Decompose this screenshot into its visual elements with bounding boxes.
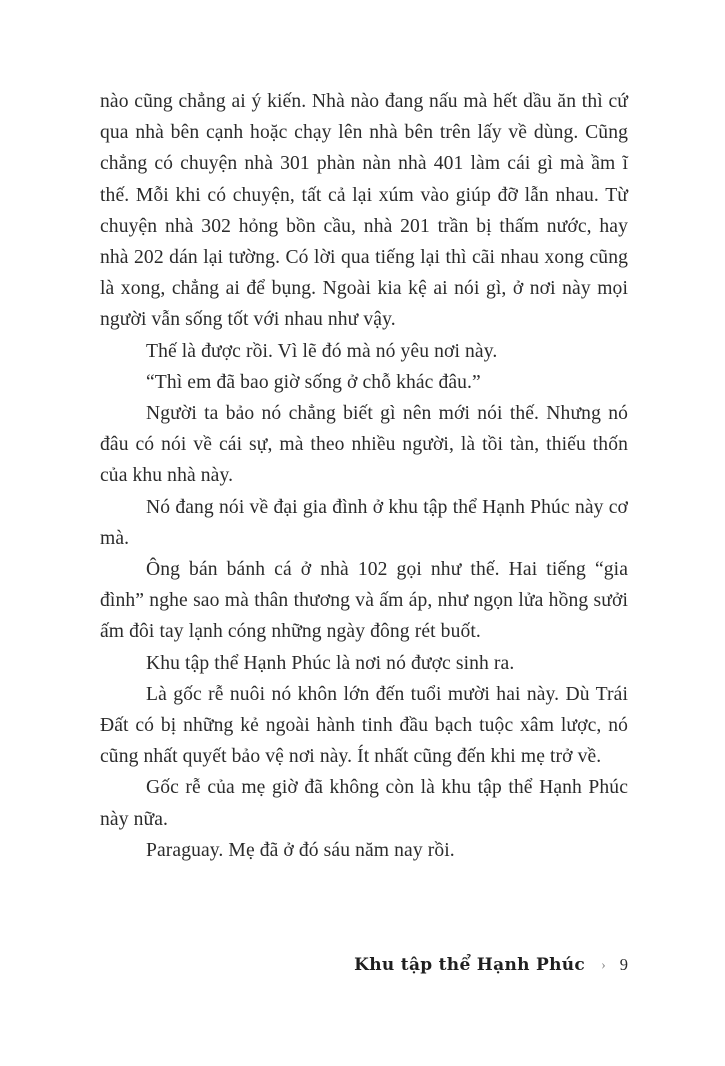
paragraph: Thế là được rồi. Vì lẽ đó mà nó yêu nơi này. bbox=[146, 340, 498, 362]
page-body-text bbox=[100, 86, 628, 866]
running-title: Khu tập thể Hạnh Phúc bbox=[354, 955, 586, 975]
paragraph: Người ta bảo nó chẳng biết gì nên mới nói thế. Nhưng nó đâu có nói về cái sự, mà theo nhiều người, là tồi tàn, thiếu thốn của khu nhà này. bbox=[100, 403, 628, 487]
paragraph: Ông bán bánh cá ở nhà 102 gọi như thế. Hai tiếng “gia đình” nghe sao mà thân thương và ấm áp, như ngọn lửa hồng sưởi ấm đôi tay lạnh cóng những ngày đông rét buốt. bbox=[100, 559, 628, 643]
paragraph: Là gốc rễ nuôi nó khôn lớn đến tuổi mười hai này. Dù Trái Đất có bị những kẻ ngoài hành tinh đầu bạch tuộc xâm lược, nó cũng nhất quyết bảo vệ nơi này. Ít nhất cũng đến khi mẹ trở về. bbox=[100, 683, 628, 768]
paragraph: Khu tập thể Hạnh Phúc là nơi nó được sinh ra. bbox=[146, 652, 515, 674]
footer-separator-icon: › bbox=[601, 958, 606, 973]
page-footer bbox=[100, 955, 628, 975]
paragraph: Gốc rễ của mẹ giờ đã không còn là khu tập thể Hạnh Phúc này nữa. bbox=[100, 777, 628, 830]
page-number: 9 bbox=[619, 955, 628, 974]
paragraph: nào cũng chẳng ai ý kiến. Nhà nào đang nấu mà hết dầu ăn thì cứ qua nhà bên cạnh hoặc chạy lên nhà bên trên lấy về dùng. Cũng chẳng có chuyện nhà 301 phàn nàn nhà 401 làm cái gì mà ầm ĩ thế. Mỗi khi có chuyện, tất cả lại xúm vào giúp đỡ lẫn nhau. Từ chuyện nhà 302 hỏng bồn cầu, nhà 201 trần bị thấm nước, hay nhà 202 dán lại tường. Có lời qua tiếng lại thì cãi nhau xong cũng là xong, chẳng ai để bụng. Ngoài kia kệ ai nói gì, ở nơi này mọi người vẫn sống tốt với nhau như vậy. bbox=[100, 91, 628, 331]
paragraph: Paraguay. Mẹ đã ở đó sáu năm nay rồi. bbox=[146, 839, 455, 861]
paragraph: “Thì em đã bao giờ sống ở chỗ khác đâu.” bbox=[146, 371, 481, 393]
paragraph: Nó đang nói về đại gia đình ở khu tập thể Hạnh Phúc này cơ mà. bbox=[100, 496, 628, 549]
